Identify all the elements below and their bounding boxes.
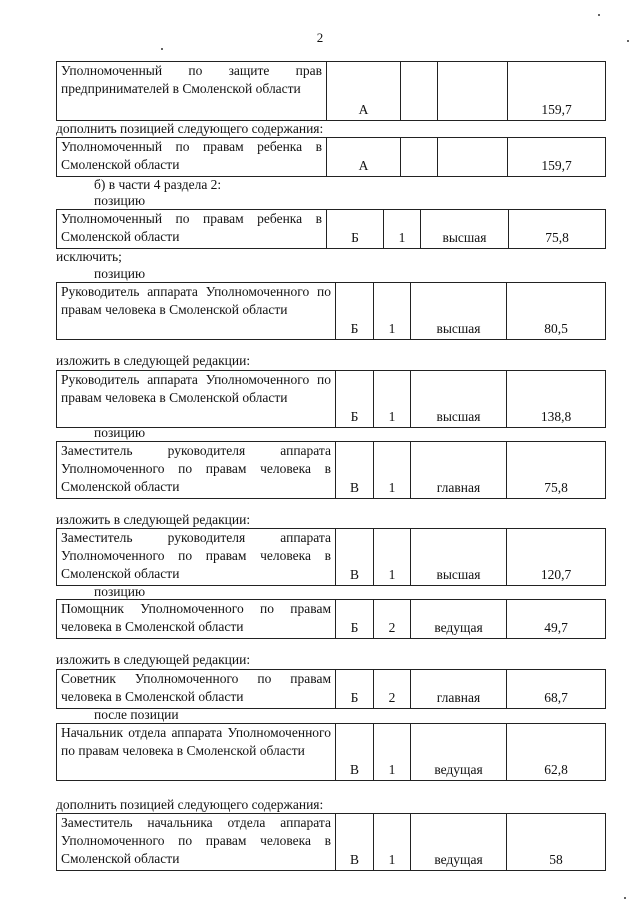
position-name: Заместитель руководителя аппарата Уполномоченного по правам человека в Смоленской области [61, 530, 331, 581]
scan-speck [161, 48, 163, 50]
position-salary: 159,7 [507, 62, 605, 120]
instruction-text: дополнить позицией следующего содержания: [56, 121, 324, 136]
instruction-text: позицию [94, 193, 146, 208]
position-block [56, 723, 606, 781]
position-group: Б [335, 670, 373, 708]
position-category: высшая [410, 283, 506, 339]
position-count: 1 [373, 814, 410, 870]
position-group: А [326, 138, 400, 176]
position-name: Уполномоченный по правам ребенка в Смоленской области [61, 139, 322, 172]
scan-speck [598, 14, 600, 16]
position-group: В [335, 442, 373, 498]
position-block [56, 441, 606, 499]
position-count: 1 [373, 724, 410, 780]
position-name: Советник Уполномоченного по правам человека в Смоленской области [61, 671, 331, 704]
instruction-text: исключить; [56, 249, 122, 264]
position-block [56, 370, 606, 428]
position-count: 1 [373, 442, 410, 498]
position-salary: 49,7 [506, 600, 605, 638]
position-salary: 58 [506, 814, 605, 870]
position-group: А [326, 62, 400, 120]
position-category: главная [410, 670, 506, 708]
position-salary: 68,7 [506, 670, 605, 708]
scan-speck [624, 897, 626, 899]
position-name: Руководитель аппарата Уполномоченного по правам человека в Смоленской области [61, 372, 331, 405]
position-count: 1 [373, 371, 410, 427]
position-block [56, 599, 606, 639]
position-count: 1 [373, 529, 410, 585]
position-group: В [335, 814, 373, 870]
instruction-text: изложить в следующей редакции: [56, 652, 251, 667]
scan-speck [627, 40, 629, 42]
position-group: В [335, 724, 373, 780]
position-block [56, 528, 606, 586]
instruction-text: изложить в следующей редакции: [56, 512, 251, 527]
position-salary: 62,8 [506, 724, 605, 780]
position-name: Заместитель руководителя аппарата Уполномоченного по правам человека в Смоленской области [61, 443, 331, 494]
position-salary: 80,5 [506, 283, 605, 339]
position-count: 2 [373, 600, 410, 638]
position-count: 2 [373, 670, 410, 708]
position-category [437, 138, 507, 176]
position-category [437, 62, 507, 120]
position-name: Заместитель начальника отдела аппарата Уполномоченного по правам человека в Смоленской области [61, 815, 331, 866]
instruction-text: дополнить позицией следующего содержания: [56, 797, 324, 812]
page-number: 2 [316, 30, 324, 45]
position-name: Помощник Уполномоченного по правам человека в Смоленской области [61, 601, 331, 634]
instruction-text: б) в части 4 раздела 2: [94, 177, 222, 192]
position-group: Б [335, 283, 373, 339]
position-block [56, 137, 606, 177]
position-group: Б [335, 600, 373, 638]
position-count [400, 138, 437, 176]
position-name: Руководитель аппарата Уполномоченного по правам человека в Смоленской области [61, 284, 331, 317]
position-name: Начальник отдела аппарата Уполномоченного по правам человека в Смоленской области [61, 725, 331, 758]
position-name: Уполномоченный по защите прав предпринимателей в Смоленской области [61, 63, 322, 96]
position-salary: 75,8 [508, 210, 605, 248]
position-category: высшая [410, 529, 506, 585]
position-count: 1 [373, 283, 410, 339]
position-category: высшая [410, 371, 506, 427]
position-salary: 75,8 [506, 442, 605, 498]
position-category: ведущая [410, 600, 506, 638]
position-group: Б [335, 371, 373, 427]
instruction-text: изложить в следующей редакции: [56, 353, 251, 368]
position-salary: 138,8 [506, 371, 605, 427]
position-category: главная [410, 442, 506, 498]
position-block [56, 282, 606, 340]
position-name: Уполномоченный по правам ребенка в Смоленской области [61, 211, 322, 244]
position-count: 1 [383, 210, 420, 248]
position-block [56, 669, 606, 709]
position-group: В [335, 529, 373, 585]
instruction-text: позицию [94, 266, 146, 281]
position-block [56, 61, 606, 121]
position-salary: 159,7 [507, 138, 605, 176]
position-salary: 120,7 [506, 529, 605, 585]
position-block [56, 813, 606, 871]
position-group: Б [326, 210, 383, 248]
position-category: ведущая [410, 724, 506, 780]
instruction-text: после позиции [94, 707, 179, 722]
instruction-text: позицию [94, 425, 146, 440]
position-category: высшая [420, 210, 508, 248]
instruction-text: позицию [94, 584, 146, 599]
position-count [400, 62, 437, 120]
position-category: ведущая [410, 814, 506, 870]
position-block [56, 209, 606, 249]
